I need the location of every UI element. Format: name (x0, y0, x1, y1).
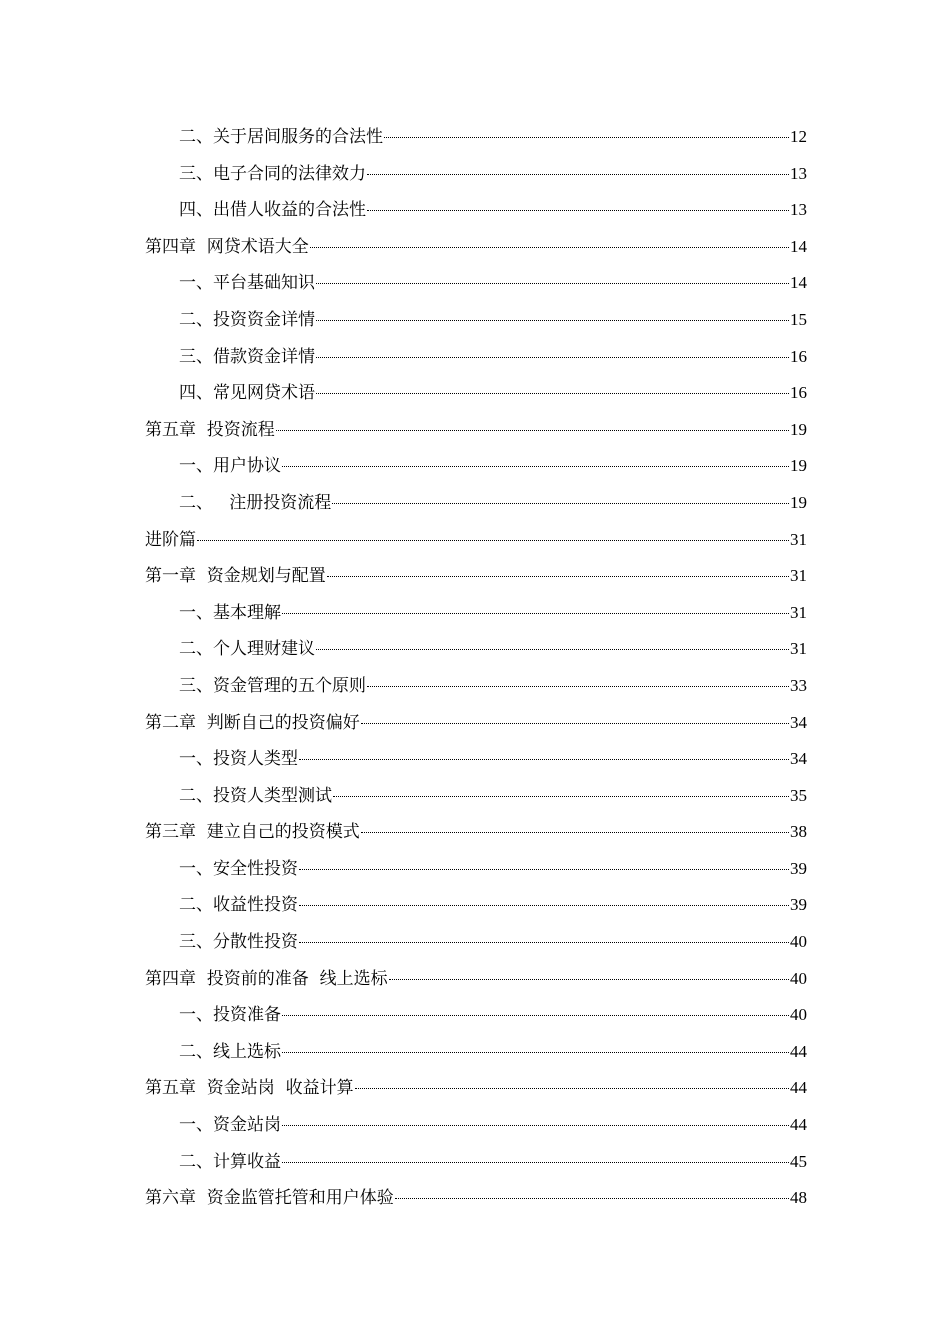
toc-dot-leader (332, 503, 789, 504)
toc-entry-title: 三、借款资金详情 (179, 346, 315, 367)
toc-dot-leader (316, 357, 789, 358)
toc-section-entry[interactable] (145, 887, 807, 924)
toc-dot-leader (282, 613, 789, 614)
toc-entry-title: 四、常见网贷术语 (179, 383, 315, 404)
toc-section-entry[interactable] (145, 778, 807, 815)
toc-dot-leader (282, 1125, 789, 1126)
toc-dot-leader (327, 576, 789, 577)
toc-entry-title: 二、个人理财建议 (179, 639, 315, 660)
toc-entry-title: 一、安全性投资 (179, 858, 298, 879)
toc-dot-leader (282, 466, 789, 467)
toc-section-entry[interactable] (145, 997, 807, 1034)
toc-section-entry[interactable] (145, 265, 807, 302)
toc-page-number: 19 (790, 456, 807, 476)
toc-dot-leader (389, 979, 789, 980)
toc-dot-leader (197, 540, 789, 541)
toc-dot-leader (355, 1088, 789, 1089)
toc-page-number: 16 (790, 383, 807, 403)
toc-entry-title: 第二章 判断自己的投资偏好 (145, 712, 360, 733)
toc-page-number: 40 (790, 968, 807, 988)
toc-dot-leader (299, 759, 789, 760)
toc-page-number: 45 (790, 1151, 807, 1171)
toc-entry-title: 一、平台基础知识 (179, 273, 315, 294)
toc-dot-leader (367, 210, 789, 211)
toc-chapter-entry[interactable] (145, 522, 807, 559)
toc-entry-title: 一、基本理解 (179, 602, 281, 623)
toc-entry-title: 四、出借人收益的合法性 (179, 200, 366, 221)
toc-chapter-entry[interactable] (145, 1180, 807, 1217)
toc-page-number: 39 (790, 895, 807, 915)
toc-entry-title: 第四章 投资前的准备 线上选标 (145, 968, 388, 989)
toc-section-entry[interactable] (145, 339, 807, 376)
toc-entry-title: 二、 注册投资流程 (179, 492, 332, 513)
toc-entry-title: 二、关于居间服务的合法性 (179, 127, 383, 147)
toc-section-entry[interactable] (145, 668, 807, 705)
toc-entry-title: 三、电子合同的法律效力 (179, 163, 366, 184)
toc-chapter-entry[interactable] (145, 814, 807, 851)
toc-dot-leader (282, 1052, 789, 1053)
toc-page-number: 14 (790, 273, 807, 293)
toc-page-number: 39 (790, 858, 807, 878)
toc-page-number: 19 (790, 492, 807, 512)
toc-section-entry[interactable] (145, 192, 807, 229)
toc-dot-leader (282, 1162, 789, 1163)
toc-dot-leader (316, 283, 789, 284)
toc-chapter-entry[interactable] (145, 558, 807, 595)
toc-dot-leader (367, 174, 789, 175)
toc-entry-title: 一、投资人类型 (179, 749, 298, 770)
toc-section-entry[interactable] (145, 119, 807, 156)
toc-chapter-entry[interactable] (145, 229, 807, 266)
toc-dot-leader (384, 137, 789, 138)
toc-section-entry[interactable] (145, 851, 807, 888)
toc-dot-leader (316, 649, 789, 650)
toc-section-entry[interactable] (145, 631, 807, 668)
toc-entry-title: 进阶篇 (145, 529, 196, 550)
toc-dot-leader (395, 1198, 789, 1199)
toc-entry-title: 第四章 网贷术语大全 (145, 236, 309, 257)
toc-entry-title: 一、投资准备 (179, 1005, 281, 1026)
toc-page-number: 33 (790, 675, 807, 695)
toc-entry-title: 第六章 资金监管托管和用户体验 (145, 1188, 394, 1209)
toc-page-number: 34 (790, 749, 807, 769)
toc-entry-title: 第一章 资金规划与配置 (145, 566, 326, 587)
toc-section-entry[interactable] (145, 375, 807, 412)
toc-page-number: 44 (790, 1115, 807, 1135)
toc-dot-leader (316, 393, 789, 394)
toc-dot-leader (299, 942, 789, 943)
toc-section-entry[interactable] (145, 924, 807, 961)
toc-page-number: 16 (790, 346, 807, 366)
toc-page-number: 31 (790, 529, 807, 549)
toc-page-number: 31 (790, 566, 807, 586)
toc-page-number: 34 (790, 712, 807, 732)
toc-chapter-entry[interactable] (145, 961, 807, 998)
toc-dot-leader (299, 905, 789, 906)
toc-section-entry[interactable] (145, 1144, 807, 1181)
toc-page-number: 12 (790, 127, 807, 146)
toc-entry-title: 三、资金管理的五个原则 (179, 675, 366, 696)
toc-section-entry[interactable] (145, 741, 807, 778)
toc-page-number: 13 (790, 163, 807, 183)
toc-page-number: 14 (790, 236, 807, 256)
toc-page-number: 31 (790, 639, 807, 659)
toc-page-number: 31 (790, 602, 807, 622)
toc-dot-leader (361, 832, 789, 833)
toc-chapter-entry[interactable] (145, 412, 807, 449)
toc-entry-title: 第五章 投资流程 (145, 419, 275, 440)
toc-chapter-entry[interactable] (145, 705, 807, 742)
toc-page-number: 13 (790, 200, 807, 220)
toc-dot-leader (282, 1015, 789, 1016)
toc-entry-title: 二、投资人类型测试 (179, 785, 332, 806)
toc-section-entry[interactable] (145, 448, 807, 485)
toc-page-number: 44 (790, 1078, 807, 1098)
toc-page-number: 40 (790, 1005, 807, 1025)
toc-page-number: 48 (790, 1188, 807, 1208)
toc-section-entry[interactable] (145, 485, 807, 522)
toc-entry-title: 一、用户协议 (179, 456, 281, 477)
toc-page-number: 35 (790, 785, 807, 805)
toc-dot-leader (299, 869, 789, 870)
toc-entry-title: 二、线上选标 (179, 1041, 281, 1062)
toc-page-number: 44 (790, 1041, 807, 1061)
toc-entry-title: 二、投资资金详情 (179, 309, 315, 330)
toc-section-entry[interactable] (145, 302, 807, 339)
toc-dot-leader (276, 430, 789, 431)
toc-dot-leader (316, 320, 789, 321)
toc-section-entry[interactable] (145, 156, 807, 193)
toc-entry-title: 第五章 资金站岗 收益计算 (145, 1078, 354, 1099)
toc-entry-title: 二、收益性投资 (179, 895, 298, 916)
toc-dot-leader (310, 247, 789, 248)
toc-chapter-entry[interactable] (145, 1070, 807, 1107)
table-of-contents (145, 119, 807, 1217)
toc-page-number: 40 (790, 932, 807, 952)
toc-page-number: 19 (790, 419, 807, 439)
toc-entry-title: 三、分散性投资 (179, 932, 298, 953)
toc-entry-title: 一、资金站岗 (179, 1115, 281, 1136)
toc-section-entry[interactable] (145, 1034, 807, 1071)
toc-entry-title: 第三章 建立自己的投资模式 (145, 822, 360, 843)
toc-dot-leader (333, 796, 789, 797)
toc-section-entry[interactable] (145, 595, 807, 632)
toc-dot-leader (367, 686, 789, 687)
toc-page-number: 38 (790, 822, 807, 842)
toc-section-entry[interactable] (145, 1107, 807, 1144)
toc-entry-title: 二、计算收益 (179, 1151, 281, 1172)
toc-dot-leader (361, 723, 789, 724)
toc-page-number: 15 (790, 309, 807, 329)
